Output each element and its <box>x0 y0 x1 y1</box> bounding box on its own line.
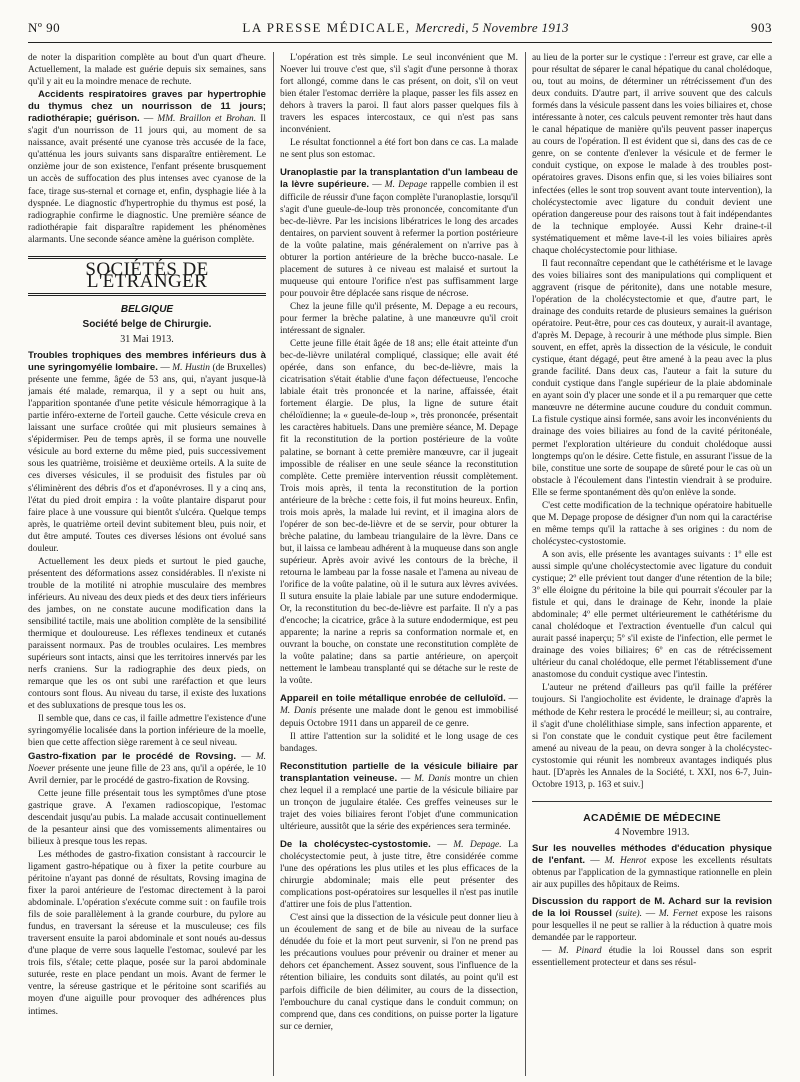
paragraph: A son avis, elle présente les avantages suivants : 1º elle est aussi simple qu'une cholécystectomie avec ligature du conduit cystique; 2º elle prévient tout danger d'une rétention de la bile; 3º elle éloigne du péritoine la bile qui pourrait s'écouler par la fistule et qui, dans le drainage de Kehr, inonde la plaie abdominale; 4º elle permet ultérieurement le cathétérisme du canal cholédoque et l'extraction éventuelle d'un calcul qui aurait passé inaperçu; 5º s'il existe de l'infection, elle permet le drainage des voies biliaires; 6º en cas de rétrécissement ultérieur du canal cholédoque, elle permet l'établissement d'une anastomose du conduit cystique avec l'intestin. <box>532 549 772 681</box>
article-loi-roussel: Discussion du rapport de M. Achard sur la revision de la loi Roussel (suite). — M. Fernet expose les raisons pour lesquelles il ne peut se rallier à la réduction à quatre mois demandée par le rapporteur. <box>532 896 772 944</box>
article-suite: (suite). <box>615 909 642 920</box>
session-date: 31 Mai 1913. <box>120 333 174 345</box>
article-author: M. Fernet <box>658 909 698 920</box>
paragraph: Actuellement les deux pieds et surtout le pied gauche, présentent des déformations assez considérables. Il n'existe ni trouble de la motilité ni atrophie musculaire des membres inférieurs. Au niveau des deux pieds et des deux tiers inférieurs des jambes, on ne constate aucune modification dans la sensibilité tactile, mais une abolition complète de la sensibilité thermique et douloureuse. Les réflexes tendineux et cutanés paraissent normaux. Pas de troubles oculaires. Les membres supérieurs sont intacts, ainsi que les territoires innervés par les nerfs craniens. Sur la radiographie des deux pieds, on remarque que les os ont subi une raréfaction et que leurs contours sont flous. Au niveau du tarse, il existe des luxations et des subluxations de presque tous les os. <box>28 556 266 712</box>
issue-number: Nº 90 <box>28 20 61 35</box>
article-title: Uranoplastie par la transplantation d'un lambeau de la lèvre supérieure. <box>280 167 518 191</box>
section-heading: ACADÉMIE DE MÉDECINE <box>583 811 721 824</box>
article-thymus: Accidents respiratoires graves par hypertrophie du thymus chez un nourrisson de 11 jours; radiothérapie; guérison. — MM. Braillon et Brohan. Il s'agit d'un nourrisson de 11 jours qui, au moment de sa naissance, avait présenté une cyanose très accusée de la face, qu'atténua les jours suivants sans disparaître entièrement. Le onzième jour de son existence, l'enfant présente brusquement un accès de suffocation des plus intenses avec cyanose de la face, tirage sus-sternal et cornage et, enfin, dysphagie liée à la dyspnée. Le diagnostic d'hypertrophie du thymus est posé, la radiographie confirme le diagnostic. Une première séance de radiothérapie fait disparaître rapidement les phénomènes alarmants. Une seconde séance amène la guérison complète. <box>28 89 266 245</box>
article-body: La cholécystectomie peut, à juste titre, être considérée comme l'une des opérations les plus utiles et les plus efficaces de la chirurgie abdominale; mais elle peut présenter des complications post-opératoires sur lesquelles il n'est pas inutile d'attirer une fois de plus l'attention. <box>280 839 518 911</box>
article-author: M. Danis <box>280 706 317 717</box>
article-syringomyelie: Troubles trophiques des membres inférieurs dus à une syringomyélie lombaire. — M. Hustin (de Bruxelles) présente une femme, âgée de 53 ans, qui, n'ayant jusque-là jamais été malade, remarqua, il y a sept ou huit ans, l'apparition spontanée d'une petite vésicule hémorragique à la partie inféro-externe de l'orteil gauche. Cette vésicule creva en laissant une surface croûtée qui mit plusieurs semaines à s'épidermiser. Peu de temps après, il se forma une nouvelle vésicule au bord externe du même pied, puis successivement sous les quatrième, troisième et deuxième orteils. A la suite de ces diverses vésicules, il se produisit des fistules par où s'éliminèrent des débris d'os et d'aponévroses. Il y a cinq ans, l'état du pied droit empira : la voûte plantaire disparut pour faire place à une voussure qui bientôt s'ulcéra. Quelque temps après, le quatrième orteil devint subitement bleu, puis noir, et dut être amputé. Toutes ces diverses lésions ont évolué sans douleur. <box>28 349 266 554</box>
paragraph: au lieu de la porter sur le cystique : l'erreur est grave, car elle a pour résultat de séparer le canal hépatique du canal cholédoque, ou, tout au moins, de déterminer un rétrécissement d'un des deux conduits. D'autre part, il arrive souvent que des calculs formés dans la vésicule passent dans les voies biliaires et, chose intéressante à noter, ces calculs peuvent remonter très haut dans le canal hépatique de manière qu'ils peuvent passer inaperçus au cours de l'opération. Il est évident que si, dans des cas de ce genre, on se contente d'enlever la vésicule et de fermer le conduit cystique, on expose le malade à des troubles post-opératoires graves. Disons enfin que, si les voies biliaires sont infectées (elles le sont trop souvent avant toute intervention), la cholécystectomie avec ligature du conduit devient une opération dangereuse pour des raisons tout à fait indépendantes de la technique employée. Aussi Kehr draine-t-il systématiquement et même lave-t-il les voies biliaires après chaque cholécystectomie pour lithiase. <box>532 53 772 256</box>
paragraph: L'auteur ne prétend d'ailleurs pas qu'il faille la préférer toujours. Si l'angiocholite est évidente, le drainage d'après la méthode de Kehr restera le procédé le meilleur; si, au contraire, il s'agit d'une cholélithiase simple, sans infection apparente, et si l'on constate que le conduit cystique peut être facilement amené au niveau de la peau, on devra songer à la cholécystec-cystostomie qui réunit les nombreux avantages indiqués plus haut. [D'après les Annales de la Société, t. XXI, nos 6-7, Juin-Octobre 1913, p. 163 et suiv.] <box>532 683 772 790</box>
paragraph: de noter la disparition complète au bout d'un quart d'heure. Actuellement, la malade est guérie depuis six semaines, sans qu'il y ait eu la moindre menace de rechute. <box>28 53 266 88</box>
article-body: étudie la loi Roussel dans son esprit essentiellement protecteur et dans ses résul- <box>532 946 772 969</box>
issue-date: Mercredi, 5 Novembre 1913 <box>415 20 569 35</box>
article-rovsing: Gastro-fixation par le procédé de Rovsing. — M. Noever présente une jeune fille de 23 ans, qu'il a opérée, le 10 Avril dernier, par le procédé de gastro-fixation de Rovsing. <box>28 750 266 786</box>
article-author: M. Depage <box>384 180 428 191</box>
article-appareil: Appareil en toile métallique enrobée de celluloïd. — M. Danis présente une malade dont le genou est immobilisé depuis Octobre 1911 dans un appareil de ce genre. <box>280 693 518 729</box>
article-title: Discussion du rapport de M. Achard sur la revision de la loi Roussel <box>532 896 772 920</box>
paragraph: Cette jeune fille était âgée de 18 ans; elle était atteinte d'un bec-de-lièvre unilatéral compliqué, classique; elle avait été opérée, dans son enfance, du bec-de-lièvre, mais la cicatrisation s'était établie d'une façon défectueuse, l'encoche labiale était très prononcée et la narine, affaissée, était fortement élargie. De plus, la ligne de suture était chéloïdienne; la « gueule-de-loup », très prononcée, présentait les caractères habituels. Dans une première séance, M. Depage fit la reconstitution de la portion postérieure de la voûte palatine, se bornant à cette première manœuvre, car il jugeait impossible de réaliser en une seule séance la reconstitution complète. Cette première intervention réussit complètement. Trois mois après, il tenta la reconstitution de la portion antérieure de la brèche : cette fois, il fut moins heureux. Enfin, trois mois après, la malade lui revint, et il imagina alors de l'opérer de son bec-de-lièvre et de se servir, pour obturer la brèche palatine, du lambeau triangulaire de la lèvre. Dans ce but, il laissa ce lambeau adhérent à la muqueuse dans son angle supérieur. Après avoir avivé les contours de la brèche, il retourna le lambeau par la fosse nasale et l'amena au niveau de l'orifice de la voûte palatine, où il le sutura aux lèvres avivées. Il sutura ensuite la plaie labiale par une suture endodermique. Or, la reconstitution du bec-de-lièvre est parfaite. Il n'y a pas d'encoche; la cicatrice, grâce à la suture endodermique, est peu apparente; la narine a repris sa conformation normale et, en ouvrant la bouche, on constate une reconstitution complète de la voûte palatine; dans sa partie antérieure, on aperçoit nettement le lambeau transplanté qui se détache sur le reste de la voûte. <box>280 339 518 687</box>
section-title: SOCIÉTÉS DE L'ÉTRANGER <box>28 256 266 296</box>
article-body: (de Bruxelles) présente une femme, âgée de 53 ans, qui, n'ayant jusque-là jamais été malade, remarqua, il y a sept ou huit ans, l'apparition spontanée d'une petite vésicule hémorragique à la partie inféro-externe de l'orteil gauche. Cette vésicule creva en laissant une surface croûtée qui mit plusieurs semaines à s'épidermiser. Peu de temps après, il se forma une nouvelle vésicule au bord externe du même pied, puis successivement sous les quatrième, troisième et deuxième orteils. A la suite de ces diverses vésicules, il se produisit des fistules par où s'éliminèrent des débris d'os et d'aponévroses. Il y a cinq ans, l'état du pied droit empira : la voûte plantaire disparut pour faire place à une voussure qui bientôt s'ulcéra. Quelque temps après, le quatrième orteil devint subitement bleu, puis noir, et dut être amputé. Toutes ces diverses lésions ont évolué sans douleur. <box>28 363 266 554</box>
article-body: présente une malade dont le genou est immobilisé depuis Octobre 1911 dans un appareil de ce genre. <box>280 706 518 729</box>
column-3 <box>532 52 772 1076</box>
column-separator <box>525 52 526 1076</box>
paragraph: Il faut reconnaître cependant que le cathétérisme et le lavage des voies biliaires sont des manipulations qui compliquent et aggravent (risque de péritonite), dans une notable mesure, l'opération de la cholécystectomie et que, d'autre part, le drainage des conduits retarde de plusieurs semaines la guérison opératoire. Peut-être, pour ces cas douteux, y aurait-il avantage, d'après M. Depage, à recourir à une méthode plus simple. Bien souvent, en effet, après la dissection de la vésicule, le conduit cystique, étant dégagé, peut être amené à la peau avec la plus grande facilité. Dans deux cas, l'auteur a fait la suture du conduit cystique dans l'angle supérieur de la plaie abdominale en ayant soin d'y placer une sonde et il a pu remarquer que cette manœuvre ne détermine aucune coudure du conduit commun. La fistule cystique ainsi formée, sans avoir les inconvénients du drainage des voies biliaires au fond de la cavité péritonéale, permet l'exploration ultérieure du conduit cholédoque aussi longtemps qu'on le désire. Cette fistule, en assurant l'issue de la bile, constitue une sorte de soupape de sûreté pour le cas où un obstacle à l'écoulement dans l'intestin viendrait à se produire. Elle se ferme spontanément dès qu'on enlève la sonde. <box>532 258 772 498</box>
article-authors: MM. Braillon et Brohan. <box>157 114 257 125</box>
paragraph: C'est cette modification de la technique opératoire habituelle que M. Depage propose de désigner d'un nom qui la caractérise en même temps qu'il la rattache à ses origines : du nom de cholécystec-cystostomie. <box>532 500 772 547</box>
society-heading: Société belge de Chirurgie. <box>82 318 212 330</box>
paragraph: Le résultat fonctionnel a été fort bon dans ce cas. La malade ne sent plus son estomac. <box>280 138 518 161</box>
column-2 <box>280 52 518 1076</box>
article-cholecystec: De la cholécystec-cystostomie. — M. Depage. La cholécystectomie peut, à juste titre, être considérée comme l'une des opérations les plus utiles et les plus efficaces de la chirurgie abdominale; mais elle peut présenter des complications post-opératoires sur lesquelles il n'est pas inutile d'attirer une fois de plus l'attention. <box>280 838 518 911</box>
country-heading: BELGIQUE <box>120 303 174 315</box>
article-vesicule: Reconstitution partielle de la vésicule biliaire par transplantation veineuse. — M. Danis montre un chien chez lequel il a remplacé une partie de la vésicule biliaire par un tronçon de jugulaire étalée. Ces greffes veineuses sur le trajet des voies biliaires feront l'objet d'une communication ultérieure, aussitôt que la série des expériences sera terminée. <box>280 760 518 832</box>
article-title: Gastro-fixation par le procédé de Rovsing. <box>28 750 236 762</box>
masthead: LA PRESSE MÉDICALE, Mercredi, 5 Novembre 1913 <box>242 20 569 35</box>
article-author: M. Danis <box>414 773 451 784</box>
article-author: M. Noever <box>28 751 266 774</box>
paragraph: C'est ainsi que la dissection de la vésicule peut donner lieu à un écoulement de sang et de bile au niveau de la surface dénudée du foie et la mort peut survenir, si l'on ne prend pas les précautions voulues pour prévenir ou drainer et mener au dehors cet épanchement. Assez souvent, sous l'influence de la rétention biliaire, les conduits sont dilatés, au point qu'il est parfois difficile de bien délimiter, au cours de la dissection, l'embouchure du canal cystique dans le conduit commun; on comprend que, dans ces conditions, on puisse porter la ligature sur ce dernier, <box>280 913 518 1032</box>
article-title: Reconstitution partielle de la vésicule biliaire par transplantation veineuse. <box>280 760 518 784</box>
article-body: présente une jeune fille de 23 ans, qu'il a opérée, le 10 Avril dernier, par le procédé de gastro-fixation de Rovsing. <box>28 763 266 786</box>
page-header <box>28 20 772 40</box>
article-uranoplastie: Uranoplastie par la transplantation d'un lambeau de la lèvre supérieure. — M. Depage rappelle combien il est difficile de réussir d'une façon complète l'uranoplastie, lorsqu'il s'agit d'une gueule-de-loup très prononcée, concomitante d'un bec-de-lièvre. Par les incisions libératrices le long des arcades dentaires, on parvient souvent à refermer la portion postérieure de la voûte palatine, mais généralement on n'arrive pas à obturer la portion antérieure de la brèche bucco-nasale. Le placement de sutures à ce niveau est malaisé et surtout la muqueuse qui entoure l'orifice n'est pas suffisamment large pour pouvoir être déplacée sans risque de nécrose. <box>280 167 518 299</box>
article-body: Il s'agit d'un nourrisson de 11 jours qui, au moment de sa naissance, avait présenté une cyanose très accusée de la face, qu'atténua les jours suivants sans disparaître entièrement. Le onzième jour de son existence, l'enfant présente brusquement un accès de suffocation des plus intenses avec cyanose de la face, tirage sus-sternal et cornage et, enfin, dysphagie liée à la dyspnée. Le diagnostic d'hypertrophie du thymus est posé, la radiographie confirme le diagnostic. Une première séance de radiothérapie fait disparaître rapidement les phénomènes alarmants. Une seconde séance amène la guérison complète. <box>28 114 266 245</box>
page-number: 903 <box>750 20 772 35</box>
article-body: expose les raisons pour lesquelles il ne peut se rallier à la réduction à quatre mois demandée par le rapporteur. <box>532 909 772 944</box>
article-author: M. Pinard <box>558 946 602 957</box>
article-title: Troubles trophiques des membres inférieurs dus à une syringomyélie lombaire. <box>28 349 266 374</box>
article-education: Sur les nouvelles méthodes d'éducation physique de l'enfant. — M. Henrot expose les excellents résultats obtenus par l'application de la gymnastique rationnelle en plein air aux pupilles des hôpitaux de Reims. <box>532 842 772 891</box>
article-title: Appareil en toile métallique enrobée de celluloïd. <box>280 693 506 705</box>
paragraph: — M. Pinard étudie la loi Roussel dans son esprit essentiellement protecteur et dans ses résul- <box>532 946 772 969</box>
header-rule <box>28 42 772 43</box>
paragraph: L'opération est très simple. Le seul inconvénient que M. Noever lui trouve c'est que, s'il s'agit d'une personne à thorax fort allongé, comme dans le cas présent, on doit, s'il on veut bien étaler l'estomac derrière la plaque, passer les fils assez en dehors à travers la paroi. Il faut alors passer quelques fils à travers les espaces intercostaux, ce qui n'est pas sans inconvénient. <box>280 53 518 136</box>
article-author: M. Hustin <box>172 363 210 374</box>
paragraph: Cette jeune fille présentait tous les symptômes d'une ptose gastrique grave. A l'examen radioscopique, l'estomac descendait jusqu'au pubis. La malade accusait continuellement de la pesanteur ainsi que des vomissements alimentaires ou bilieux à presque tous les repas. <box>28 788 266 847</box>
article-author: M. Depage. <box>453 839 502 850</box>
journal-title: LA PRESSE MÉDICALE <box>242 20 406 35</box>
article-title: De la cholécystec-cystostomie. <box>280 838 431 850</box>
paragraph: Les méthodes de gastro-fixation consistant à raccourcir le ligament gastro-hépatique ou à fixer la petite courbure au péritoine n'ayant pas donné de résultats, Rovsing imagina de fixer la paroi antérieure de l'estomac directement à la paroi abdominale. L'opération s'exécute comme suit : on faufile trois fils de soie parallèlement à la grande courbure, du pylore au fundus, en traversant la séreuse et la musculeuse; ces fils traversent ensuite la paroi abdominale et sont noués au-dessus d'une plaque de verre sous laquelle l'estomac, soulevé par les trois fils, s'étale; cette plaque, posée sur la paroi abdominale suturée, reste en place pendant un mois. Avant de fermer le ventre, la séreuse gastrique et le péritoine sont scarifiés au moyen d'une aiguille pour provoquer des adhérences plus intimes. <box>28 849 266 1017</box>
column-1 <box>28 52 266 1076</box>
paragraph: Il attire l'attention sur la solidité et le long usage de ces bandages. <box>280 731 518 754</box>
section-divider <box>532 801 772 802</box>
article-title: Accidents respiratoires graves par hypertrophie du thymus chez un nourrisson de 11 jours; radiothérapie; guérison. <box>28 89 266 125</box>
article-body: rappelle combien il est difficile de réussir d'une façon complète l'uranoplastie, lorsqu'il s'agit d'une gueule-de-loup très prononcée, concomitante d'un bec-de-lièvre. Par les incisions libératrices le long des arcades dentaires, on parvient souvent à refermer la portion postérieure de la voûte palatine, mais généralement on n'arrive pas à obturer la portion antérieure de la brèche bucco-nasale. Le placement de sutures à ce niveau est malaisé et surtout la muqueuse qui entoure l'orifice n'est pas suffisamment large pour pouvoir être déplacée sans risque de nécrose. <box>280 180 518 299</box>
paragraph: Chez la jeune fille qu'il présente, M. Depage a eu recours, pour fermer la brèche palatine, à une manœuvre qu'il croit intéressant de signaler. <box>280 301 518 337</box>
paragraph: Il semble que, dans ce cas, il faille admettre l'existence d'une syringomyélie localisée dans la portion inférieure de la moelle, bien que cette affection siège rarement à ce seul niveau. <box>28 714 266 749</box>
column-separator <box>273 52 274 1076</box>
article-author: M. Henrot <box>604 856 647 866</box>
session-date: 4 Novembre 1913. <box>614 826 690 838</box>
article-title: Sur les nouvelles méthodes d'éducation physique de l'enfant. <box>532 842 772 866</box>
article-body: montre un chien chez lequel il a remplacé une partie de la vésicule biliaire par un tronçon de jugulaire étalée. Ces greffes veineuses sur le trajet des voies biliaires feront l'objet d'une communication ultérieure, aussitôt que la série des expériences sera terminée. <box>280 773 518 832</box>
article-body: expose les excellents résultats obtenus par l'application de la gymnastique rationnelle en plein air aux pupilles des hôpitaux de Reims. <box>532 856 772 891</box>
